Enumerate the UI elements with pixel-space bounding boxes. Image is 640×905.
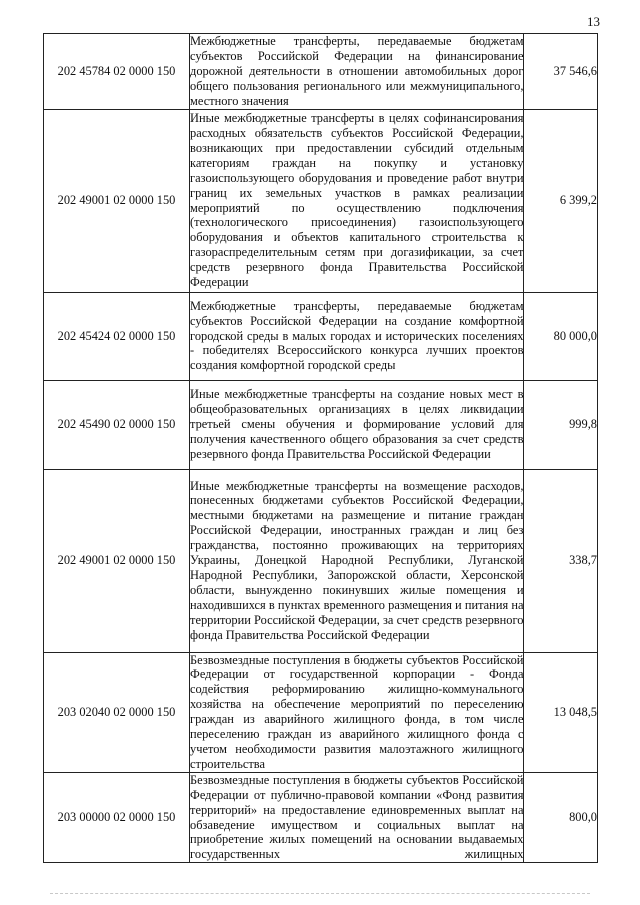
amount-cell: 999,8: [524, 380, 598, 469]
budget-code-cell: 202 49001 02 0000 150: [44, 469, 190, 652]
budget-code-cell: 203 00000 02 0000 150: [44, 772, 190, 862]
table-row: [44, 34, 598, 110]
description-cell: Безвозмездные поступления в бюджеты субъектов Российской Федерации от публично-правовой компании «Фонд развития территорий» на предоставление единовременных выплат на обзаведение имуществом и социальных выплат на приобретение жилых помещений на основании выдаваемых государственных жилищных: [190, 772, 524, 862]
scan-artifact-line: [50, 893, 590, 896]
table-row: [44, 109, 598, 292]
budget-code-cell: 202 45784 02 0000 150: [44, 34, 190, 110]
budget-code-cell: 203 02040 02 0000 150: [44, 652, 190, 772]
description-cell: Безвозмездные поступления в бюджеты субъектов Российской Федерации от государственной корпорации - Фонда содействия реформированию жилищно-коммунального хозяйства на обеспечение мероприятий по переселению граждан из аварийного жилищного фонда, в том числе переселению граждан из аварийного жилищного фонда с учетом необходимости развития малоэтажного жилищного строительства: [190, 652, 524, 771]
amount-cell: 800,0: [524, 772, 598, 862]
table-row: [44, 772, 598, 862]
description-cell: Иные межбюджетные трансферты в целях софинансирования расходных обязательств субъектов Российской Федерации, возникающих при предоставлении субсидий отдельным категориям граждан на покупку и установку газоиспользующего оборудования и проведение работ внутри границ их земельных участков в рамках реализации мероприятий по осуществлению подключения (технологического присоединения) газоиспользующего оборудования и объектов капитального строительства к газораспределительным сетям при догазификации, за счет средств резервного фонда Правительства Российской Федерации: [190, 109, 524, 292]
description-cell: Межбюджетные трансферты, передаваемые бюджетам субъектов Российской Федерации на финансирование дорожной деятельности в отношении автомобильных дорог общего пользования регионального или межмуниципального, местного значения: [190, 34, 524, 108]
amount-cell: 338,7: [524, 469, 598, 652]
table-row: [44, 469, 598, 652]
budget-code-cell: 202 45424 02 0000 150: [44, 292, 190, 380]
amount-cell: 6 399,2: [524, 109, 598, 292]
table-row: [44, 292, 598, 380]
page-number: 13: [587, 14, 600, 29]
description-cell: Иные межбюджетные трансферты на возмещение расходов, понесенных бюджетами субъектов Российской Федерации, местными бюджетами на размещение и питание граждан Российской Федерации, иностранных граждан и лиц без гражданства, постоянно проживающих на территориях Украины, Донецкой Народной Республики, Луганской Народной Республики, Запорожской области, Херсонской области, вынужденно покинувших жилые помещения и находившихся в пунктах временного размещения и питания на территории Российской Федерации, за счет средств резервного фонда Правительства Российской Федерации: [190, 469, 524, 652]
amount-cell: 80 000,0: [524, 292, 598, 380]
amount-cell: 13 048,5: [524, 652, 598, 772]
table-row: [44, 652, 598, 772]
budget-code-cell: 202 45490 02 0000 150: [44, 380, 190, 469]
amount-cell: 37 546,6: [524, 34, 598, 110]
description-cell: Межбюджетные трансферты, передаваемые бюджетам субъектов Российской Федерации на создание комфортной городской среды в малых городах и исторических поселениях - победителях Всероссийского конкурса лучших проектов создания комфортной городской среды: [190, 292, 524, 380]
table-row: [44, 380, 598, 469]
budget-revenue-table: [43, 33, 598, 863]
budget-code-cell: 202 49001 02 0000 150: [44, 109, 190, 292]
description-cell: Иные межбюджетные трансферты на создание новых мест в общеобразовательных организациях в целях ликвидации третьей смены обучения и формирование условий для получения качественного общего образования за счет средств резервного фонда Правительства Российской Федерации: [190, 380, 524, 469]
